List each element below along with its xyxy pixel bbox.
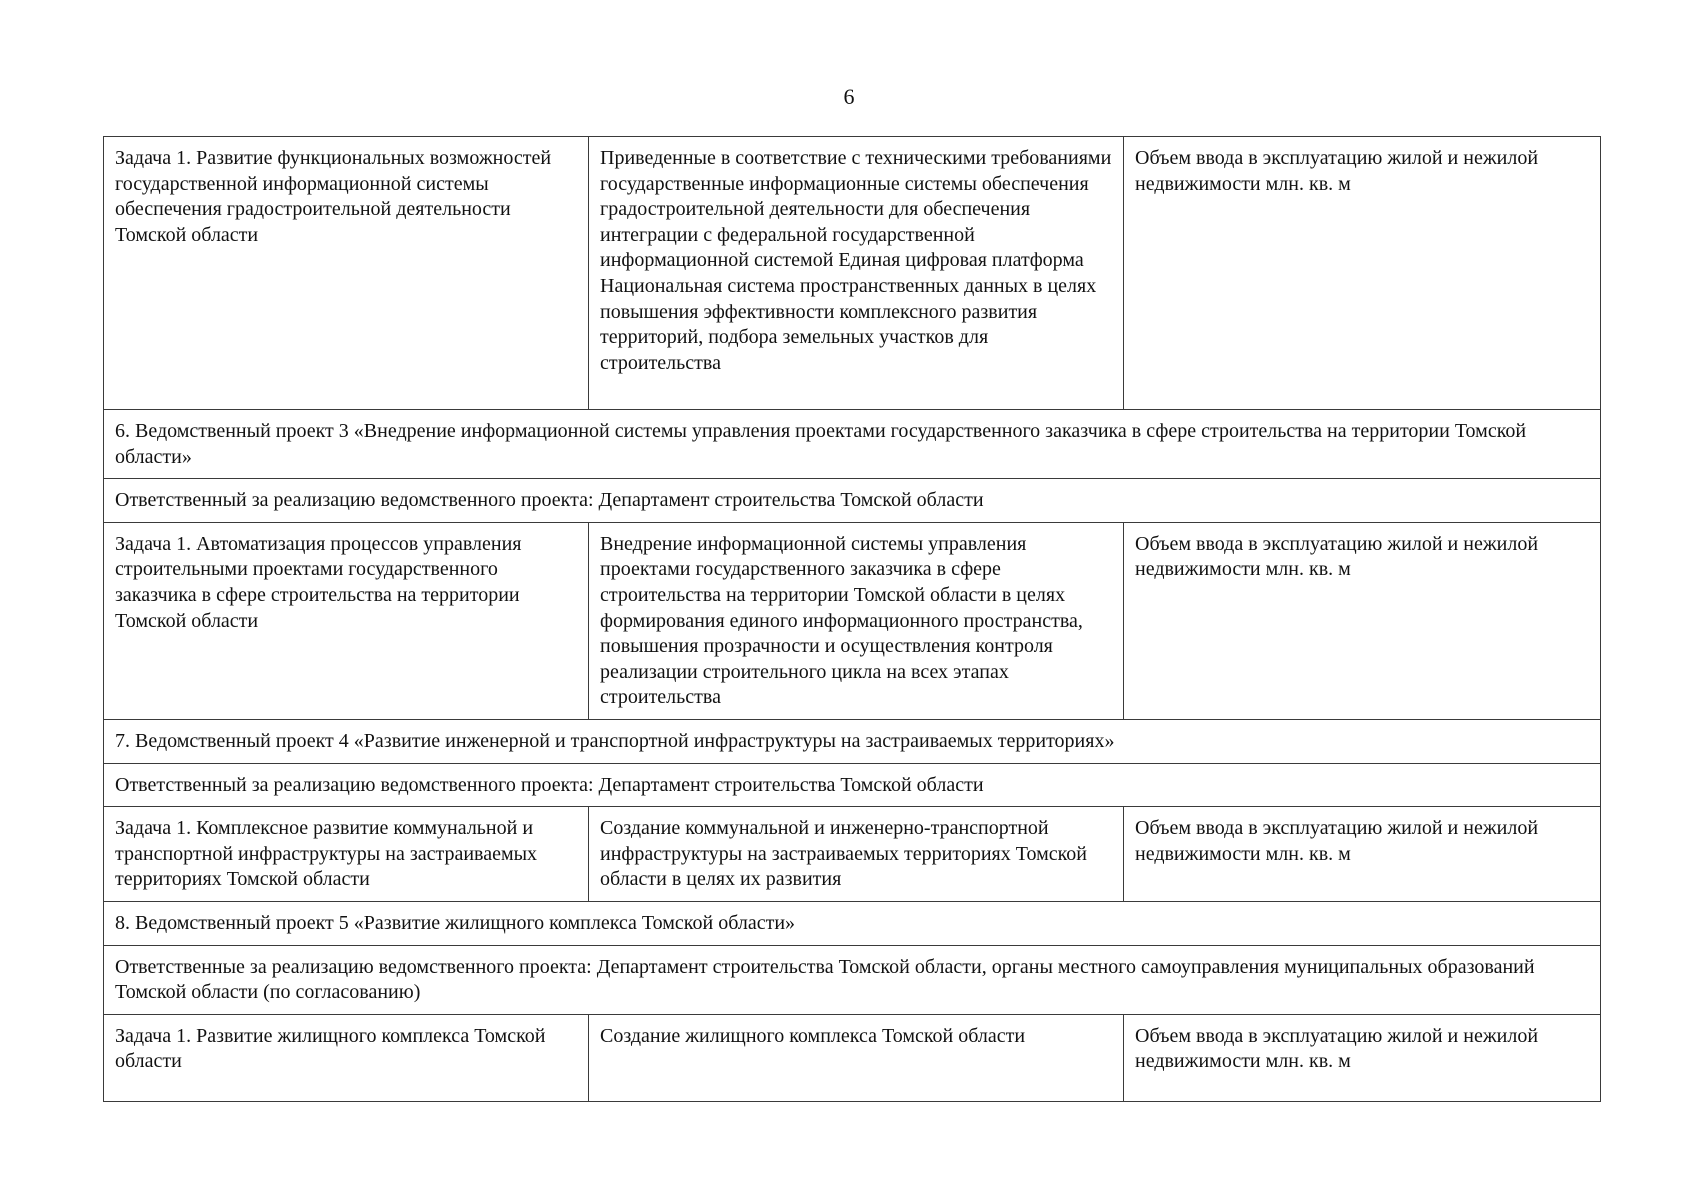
task-cell: Задача 1. Развитие функциональных возможностей государственной информационной системы обеспечения градостроительной деятельности Томской области: [104, 137, 589, 410]
responsible-row: [104, 945, 1601, 1014]
responsible-text: Ответственный за реализацию ведомственного проекта: Департамент строительства Томской области: [104, 763, 1601, 807]
projects-table: [103, 136, 1601, 1102]
indicator-cell: Объем ввода в эксплуатацию жилой и нежилой недвижимости млн. кв. м: [1124, 1014, 1601, 1101]
indicator-cell: Объем ввода в эксплуатацию жилой и нежилой недвижимости млн. кв. м: [1124, 522, 1601, 719]
result-cell: Создание коммунальной и инженерно-транспортной инфраструктуры на застраиваемых территориях Томской области в целях их развития: [589, 807, 1124, 902]
project-title-row: [104, 719, 1601, 763]
responsible-text: Ответственные за реализацию ведомственного проекта: Департамент строительства Томской области, органы местного самоуправления муниципальных образований Томской области (по согласованию): [104, 945, 1601, 1014]
result-cell: Внедрение информационной системы управления проектами государственного заказчика в сфере строительства на территории Томской области в целях формирования единого информационного пространства, повышения прозрачности и осуществления контроля реализации строительного цикла на всех этапах строительства: [589, 522, 1124, 719]
task-cell: Задача 1. Автоматизация процессов управления строительными проектами государственного заказчика в сфере строительства на территории Томской области: [104, 522, 589, 719]
table-row: [104, 522, 1601, 719]
project-title: 7. Ведомственный проект 4 «Развитие инженерной и транспортной инфраструктуры на застраиваемых территориях»: [104, 719, 1601, 763]
project-title-row: [104, 901, 1601, 945]
page-number: 6: [843, 84, 855, 109]
project-title: 6. Ведомственный проект 3 «Внедрение информационной системы управления проектами государственного заказчика в сфере строительства на территории Томской области»: [104, 410, 1601, 479]
task-cell: Задача 1. Развитие жилищного комплекса Томской области: [104, 1014, 589, 1101]
table-row: [104, 1014, 1601, 1101]
result-cell: Приведенные в соответствие с техническими требованиями государственные информационные системы обеспечения градостроительной деятельности для обеспечения интеграции с федеральной государственной информационной системой Единая цифровая платформа Национальная система пространственных данных в целях повышения эффективности комплексного развития территорий, подбора земельных участков для строительства: [589, 137, 1124, 410]
responsible-text: Ответственный за реализацию ведомственного проекта: Департамент строительства Томской области: [104, 479, 1601, 523]
table-row: [104, 137, 1601, 410]
indicator-cell: Объем ввода в эксплуатацию жилой и нежилой недвижимости млн. кв. м: [1124, 807, 1601, 902]
task-cell: Задача 1. Комплексное развитие коммунальной и транспортной инфраструктуры на застраиваемых территориях Томской области: [104, 807, 589, 902]
table-row: [104, 807, 1601, 902]
project-title-row: [104, 410, 1601, 479]
indicator-cell: Объем ввода в эксплуатацию жилой и нежилой недвижимости млн. кв. м: [1124, 137, 1601, 410]
responsible-row: [104, 763, 1601, 807]
project-title: 8. Ведомственный проект 5 «Развитие жилищного комплекса Томской области»: [104, 901, 1601, 945]
responsible-row: [104, 479, 1601, 523]
result-cell: Создание жилищного комплекса Томской области: [589, 1014, 1124, 1101]
